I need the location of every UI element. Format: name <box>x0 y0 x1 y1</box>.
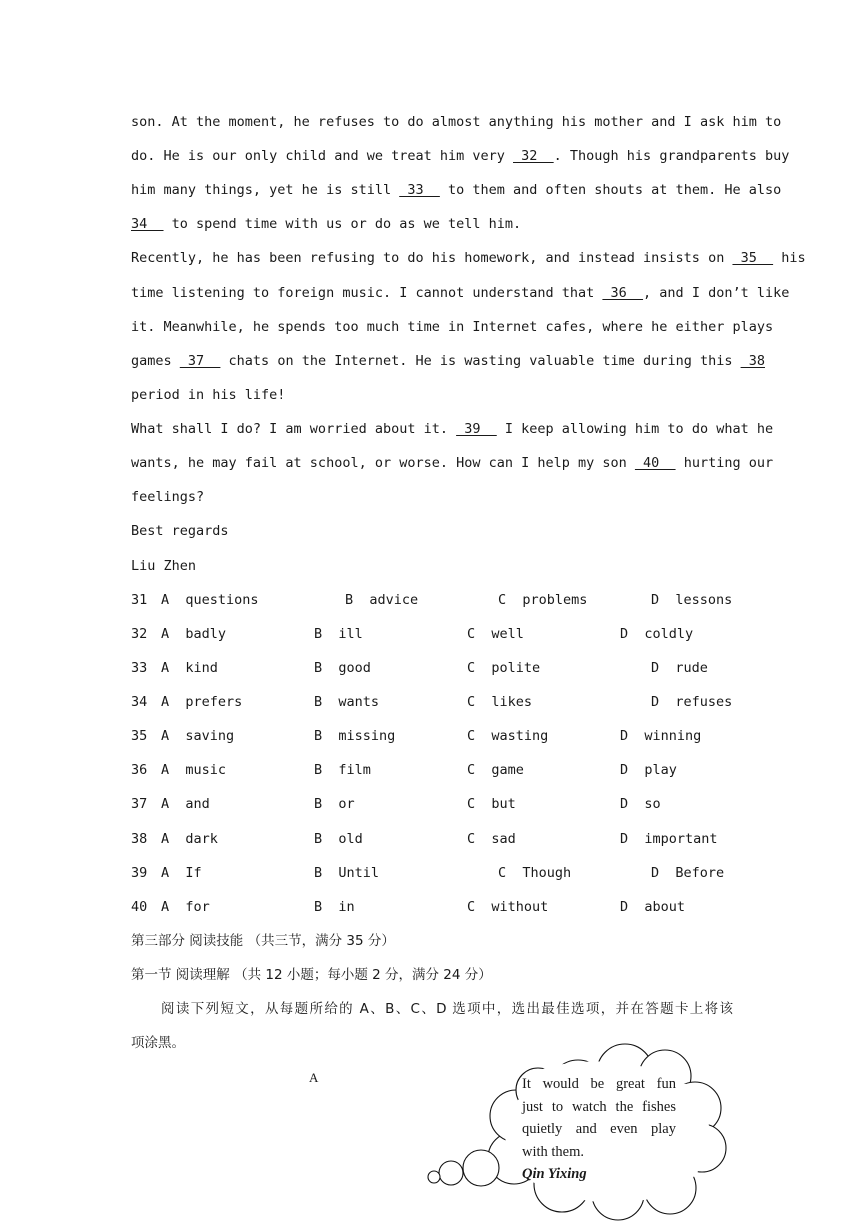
option-a: A dark <box>161 831 218 847</box>
option-a: A If <box>161 865 202 881</box>
option-d: D so <box>620 796 661 812</box>
option-c: C Though <box>498 865 572 881</box>
cloud-line: It would be great fun <box>522 1076 676 1092</box>
option-a: A and <box>161 796 210 812</box>
passage-text: his <box>773 250 806 266</box>
cloud-line: quietly and even play <box>522 1121 676 1137</box>
option-c: C game <box>467 762 524 778</box>
passage-label-a: A <box>309 1070 319 1085</box>
section-one-heading <box>131 965 733 985</box>
option-a: A prefers <box>161 694 243 710</box>
closing-text: Best regards <box>131 523 229 539</box>
option-a: A saving <box>161 728 235 744</box>
option-c: C wasting <box>467 728 549 744</box>
option-d: D about <box>620 899 686 915</box>
passage-text: wants, he may fail at school, or worse. How can I help my son <box>131 455 635 471</box>
passage-text: do. He is our only child and we treat him very <box>131 148 514 164</box>
option-c: C without <box>467 899 549 915</box>
option-a: A for <box>161 899 210 915</box>
question-number: 35 <box>131 728 148 744</box>
passage-text: Recently, he has been refusing to do his homework, and instead insists on <box>131 250 733 266</box>
option-d: D Before <box>651 865 725 881</box>
option-b: B Until <box>314 865 380 881</box>
option-c: C sad <box>467 831 516 847</box>
passage-text: chats on the Internet. He is wasting valuable time during this <box>220 353 741 369</box>
blank-40: 40 <box>634 455 676 471</box>
passage-line-6 <box>131 283 790 303</box>
passage-line-8 <box>131 351 765 371</box>
passage-line-7 <box>131 317 774 337</box>
letter-signature <box>131 556 733 576</box>
option-b: B missing <box>314 728 396 744</box>
passage-text: son. At the moment, he refuses to do almost anything his mother and I ask him to <box>131 114 782 130</box>
option-b: B advice <box>345 592 419 608</box>
question-number: 39 <box>131 865 148 881</box>
option-a: A kind <box>161 660 218 676</box>
option-b: B or <box>314 796 355 812</box>
passage-text: , and I don’t like <box>643 285 790 301</box>
option-b: B wants <box>314 694 380 710</box>
blank-37: 37 <box>179 353 221 369</box>
question-number: 37 <box>131 796 148 812</box>
passage-text: . Though his grandparents buy <box>553 148 790 164</box>
passage-text: period in his life! <box>131 387 286 403</box>
option-d: D rude <box>651 660 708 676</box>
blank-33: 33 <box>399 182 440 198</box>
part-three-heading <box>131 931 733 951</box>
passage-line-1 <box>131 112 782 132</box>
passage-line-10 <box>131 419 774 439</box>
option-c: C problems <box>498 592 588 608</box>
question-number: 40 <box>131 899 148 915</box>
option-c: C likes <box>467 694 533 710</box>
blank-38: 38 <box>740 353 765 369</box>
passage-line-3 <box>131 180 782 200</box>
thought-cloud-text <box>522 1073 676 1186</box>
instruction-text: 阅读下列短文，从每题所给的 A、B、C、D 选项中，选出最佳选项，并在答题卡上将该 <box>161 1001 733 1017</box>
cloud-line: just to watch the fishes <box>522 1098 676 1115</box>
passage-line-5 <box>131 248 806 268</box>
passage-text: feelings? <box>131 489 205 505</box>
option-b: B in <box>314 899 355 915</box>
option-d: D winning <box>620 728 702 744</box>
passage-text: to them and often shouts at them. He also <box>439 182 782 198</box>
option-d: D important <box>620 831 718 847</box>
option-b: B film <box>314 762 371 778</box>
signature-text: Liu Zhen <box>131 558 197 574</box>
passage-line-2 <box>131 146 790 166</box>
blank-35: 35 <box>732 250 774 266</box>
letter-closing <box>131 521 733 541</box>
option-d: D coldly <box>620 626 694 642</box>
passage-text: to spend time with us or do as we tell him. <box>163 216 522 232</box>
option-d: D play <box>620 762 677 778</box>
blank-32: 32 <box>513 148 554 164</box>
option-c: C polite <box>467 660 541 676</box>
passage-text: What shall I do? I am worried about it. <box>131 421 457 437</box>
passage-line-4 <box>131 214 733 234</box>
passage-text: hurting our <box>675 455 774 471</box>
cloud-line: with them. <box>522 1143 585 1160</box>
question-number: 38 <box>131 831 148 847</box>
blank-39: 39 <box>456 421 497 437</box>
question-number: 34 <box>131 694 148 710</box>
passage-text: him many things, yet he is still <box>131 182 400 198</box>
passage-line-12 <box>131 487 733 507</box>
passage-line-11 <box>131 453 774 473</box>
question-number: 36 <box>131 762 148 778</box>
option-b: B old <box>314 831 363 847</box>
option-a: A questions <box>161 592 259 608</box>
passage-text: I keep allowing him to do what he <box>496 421 774 437</box>
question-number: 33 <box>131 660 148 676</box>
instruction-text: 项涂黑。 <box>131 1035 185 1051</box>
cloud-signature: Qin Yixing <box>522 1166 587 1182</box>
passage-text: time listening to foreign music. I cannot understand that <box>131 285 603 301</box>
blank-36: 36 <box>602 285 644 301</box>
heading-text: 第一节 阅读理解 （共 12 小题；每小题 2 分，满分 24 分） <box>131 967 492 983</box>
instruction-line-1 <box>161 999 733 1019</box>
option-d: D lessons <box>651 592 733 608</box>
passage-text: games <box>131 353 180 369</box>
passage-line-9 <box>131 385 733 405</box>
question-number: 32 <box>131 626 148 642</box>
option-c: C well <box>467 626 524 642</box>
option-b: B ill <box>314 626 363 642</box>
option-c: C but <box>467 796 516 812</box>
question-number: 31 <box>131 592 148 608</box>
option-a: A music <box>161 762 227 778</box>
blank-34: 34 <box>131 216 164 232</box>
option-a: A badly <box>161 626 227 642</box>
passage-text: it. Meanwhile, he spends too much time in Internet cafes, where he either plays <box>131 319 774 335</box>
option-b: B good <box>314 660 371 676</box>
option-d: D refuses <box>651 694 733 710</box>
heading-text: 第三部分 阅读技能 （共三节，满分 35 分） <box>131 933 395 949</box>
